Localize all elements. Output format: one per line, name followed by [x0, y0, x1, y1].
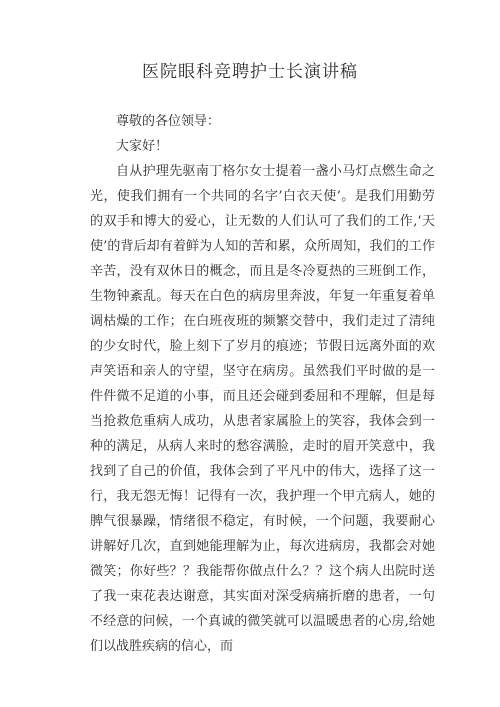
document-body [90, 109, 435, 659]
greeting: 大家好！ [116, 139, 169, 154]
document-title: 医院眼科竞聘护士长演讲稿 [142, 62, 358, 82]
body-paragraph: 自从护理先驱南丁格尔女士提着一盏小马灯点燃生命之光，使我们拥有一个共同的名字’白衣天使’。是我们用勤劳的双手和博大的爱心，让无数的人们认可了我们的工作,‘天使’的背后却有着鲜为人知的苦和累，众所周知，我们的工作辛苦，没有双休日的概念，而且是冬冷夏热的三班倒工作，生物钟紊乱。每天在白色的病房里奔波，年复一年重复着单调枯燥的工作；在白班夜班的频繁交替中，我们走过了清纯的少女时代，脸上刻下了岁月的痕迹；节假日远离外面的欢声笑语和亲人的守望，坚守在病房。虽然我们平时做的是一件件微不足道的小事，而且还会碰到委屈和不理解，但是每当抢救危重病人成功，从患者家属脸上的笑容，我体会到一种的满足，从病人来时的愁容满脸，走时的眉开笑意中，我找到了自己的价值，我体会到了平凡中的伟大，选择了这一行，我无怨无悔！记得有一次，我护理一个甲亢病人，她的脾气很暴躁，情绪很不稳定，有时候，一个问题，我要耐心讲解好几次，直到她能理解为止，每次进病房，我都会对她微笑；你好些？？我能帮你做点什么？？这个病人出院时送了我一束花表达谢意，其实面对深受病痛折磨的患者，一句不经意的问候，一个真诚的微笑就可以温暖患者的心房,给她们以战胜疾病的信心，而 [90, 164, 435, 654]
salutation: 尊敬的各位领导： [116, 114, 221, 129]
